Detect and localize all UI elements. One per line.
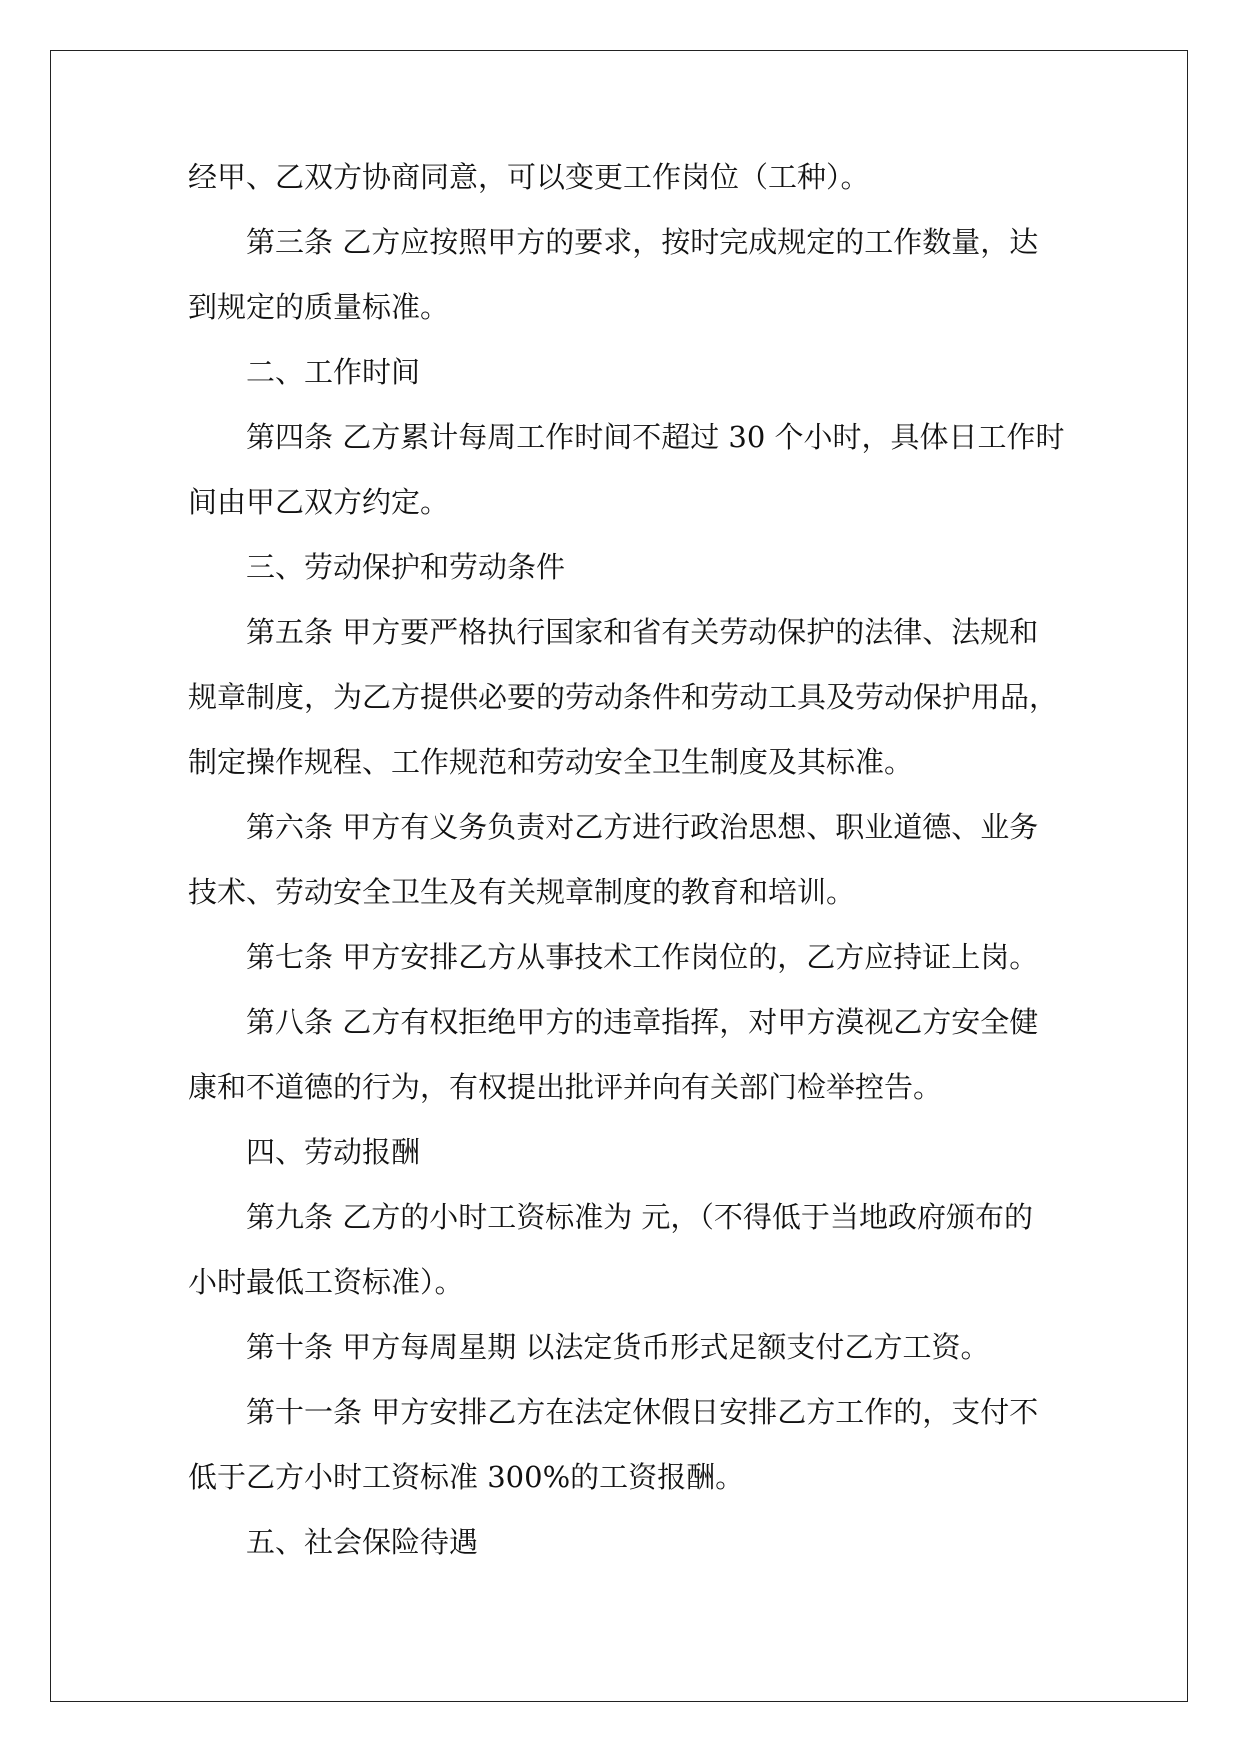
text-line: 第十条 甲方每周星期 以法定货币形式足额支付乙方工资。 (246, 1330, 990, 1364)
text-line: 低于乙方小时工资标准 300%的工资报酬。 (188, 1460, 745, 1494)
section-heading: 四、劳动报酬 (246, 1135, 421, 1169)
section-heading: 五、社会保险待遇 (246, 1525, 479, 1559)
text-line: 第九条 乙方的小时工资标准为 元，（不得低于当地政府颁布的 (246, 1200, 1033, 1234)
text-line: 第十一条 甲方安排乙方在法定休假日安排乙方工作的，支付不 (246, 1395, 1039, 1429)
text-line: 技术、劳动安全卫生及有关规章制度的教育和培训。 (188, 875, 856, 909)
text-line: 规章制度，为乙方提供必要的劳动条件和劳动工具及劳动保护用品， (188, 680, 1059, 714)
text-line: 第三条 乙方应按照甲方的要求，按时完成规定的工作数量，达 (246, 225, 1039, 259)
section-heading: 三、劳动保护和劳动条件 (246, 550, 566, 584)
text-line: 到规定的质量标准。 (188, 290, 450, 324)
text-line: 第七条 甲方安排乙方从事技术工作岗位的，乙方应持证上岗。 (246, 940, 1039, 974)
text-line: 康和不道德的行为，有权提出批评并向有关部门检举控告。 (188, 1070, 943, 1104)
text-line: 小时最低工资标准）。 (188, 1265, 464, 1299)
text-line: 第六条 甲方有义务负责对乙方进行政治思想、职业道德、业务 (246, 810, 1039, 844)
text-line: 第八条 乙方有权拒绝甲方的违章指挥，对甲方漠视乙方安全健 (246, 1005, 1039, 1039)
text-line: 经甲、乙双方协商同意，可以变更工作岗位（工种）。 (188, 160, 870, 194)
text-line: 第四条 乙方累计每周工作时间不超过 30 个小时，具体日工作时 (246, 420, 1065, 454)
section-heading: 二、工作时间 (246, 355, 421, 389)
text-line: 制定操作规程、工作规范和劳动安全卫生制度及其标准。 (188, 745, 914, 779)
text-line: 第五条 甲方要严格执行国家和省有关劳动保护的法律、法规和 (246, 615, 1039, 649)
document-body (188, 157, 1065, 1587)
text-line: 间由甲乙双方约定。 (188, 485, 450, 519)
